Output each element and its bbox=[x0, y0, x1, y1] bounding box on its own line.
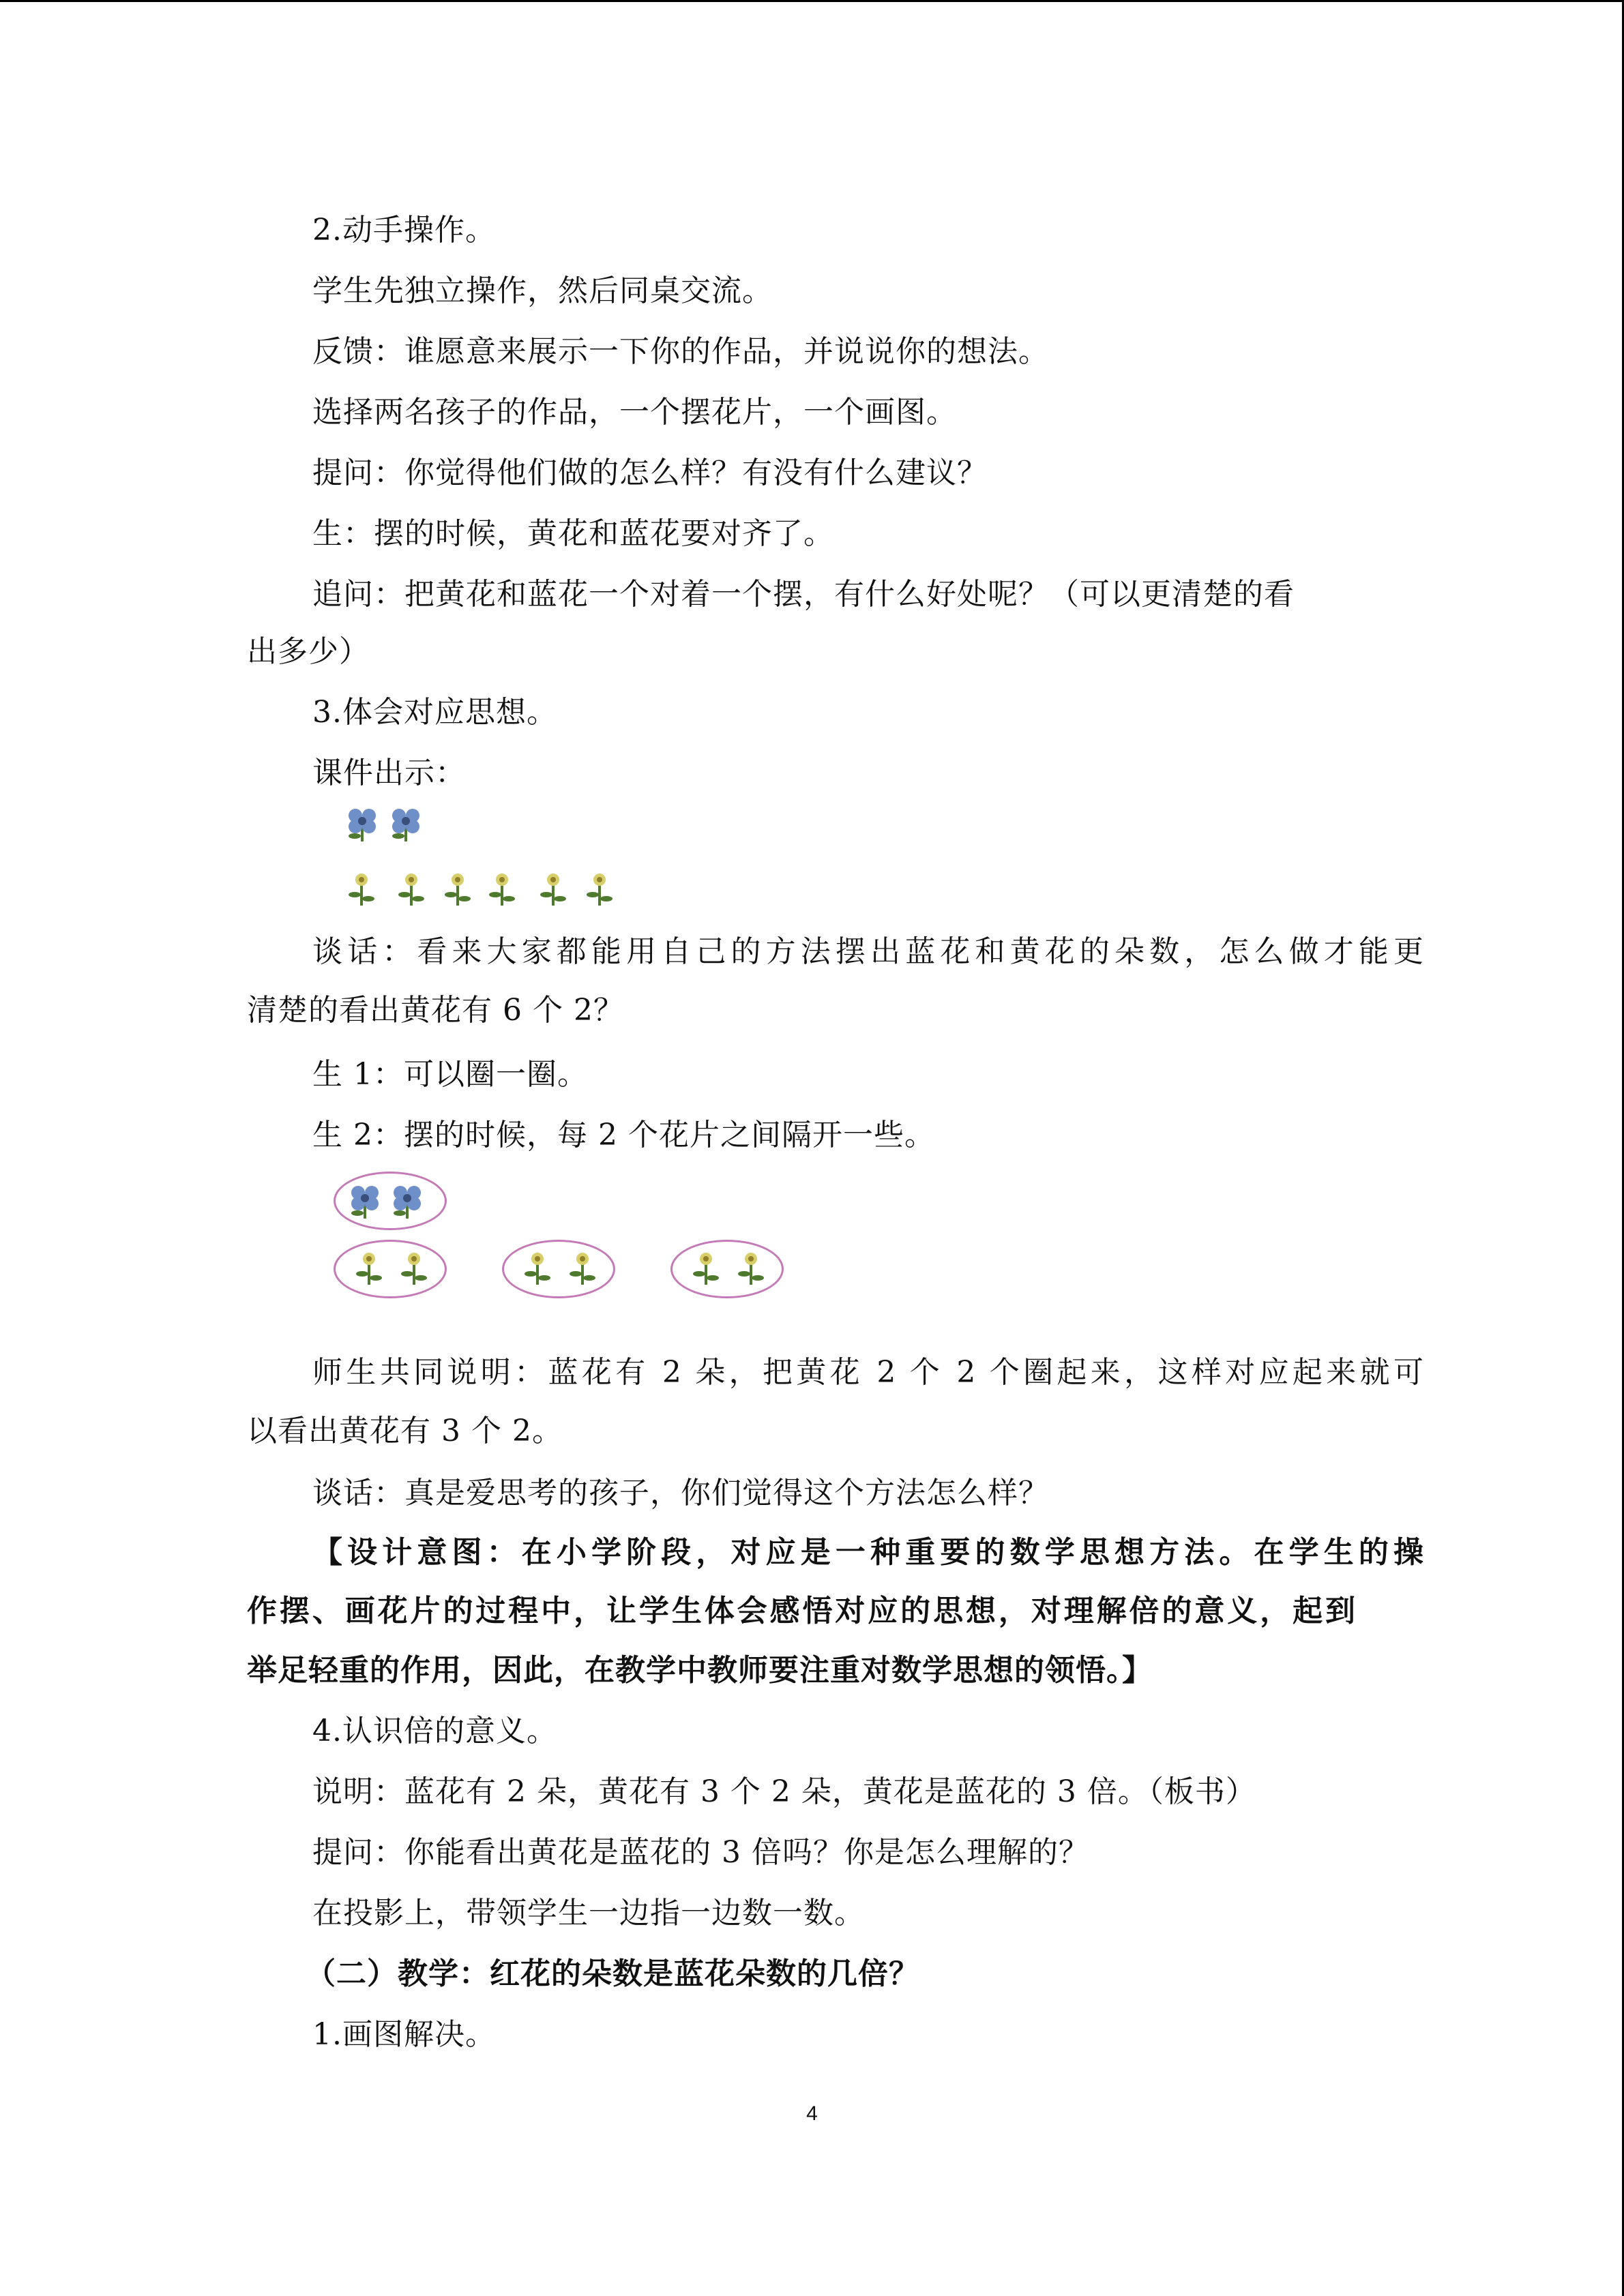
text-line-7: 追问：把黄花和蓝花一个对着一个摆，有什么好处呢？（可以更清楚的看 bbox=[312, 577, 1295, 612]
blue-flower-icon bbox=[348, 1182, 382, 1220]
yellow-flower-icon bbox=[586, 871, 613, 907]
yellow-flower-icon bbox=[569, 1251, 596, 1286]
yellow-flower-icon bbox=[355, 1251, 383, 1286]
yellow-flower-icon bbox=[524, 1251, 551, 1286]
yellow-flower-icon bbox=[444, 871, 471, 907]
design-intent-line-1: 【设计意图：在小学阶段，对应是一种重要的数学思想方法。在学生的操 bbox=[312, 1535, 1424, 1570]
blue-flower-icon bbox=[390, 1182, 424, 1220]
group-ellipse bbox=[502, 1240, 615, 1298]
yellow-flower-icon bbox=[692, 1251, 720, 1286]
text-line-22: 说明：蓝花有 2 朵，黄花有 3 个 2 朵，黄花是蓝花的 3 倍。（板书） bbox=[312, 1774, 1256, 1809]
design-intent-line-2: 作摆、画花片的过程中，让学生体会感悟对应的思想，对理解倍的意义，起到 bbox=[247, 1594, 1356, 1628]
text-line-14: 生 2：摆的时候，每 2 个花片之间隔开一些。 bbox=[312, 1118, 935, 1152]
design-intent-line-3: 举足轻重的作用，因此，在教学中教师要注重对数学思想的领悟。】 bbox=[247, 1653, 1153, 1688]
text-line-13: 生 1：可以圈一圈。 bbox=[312, 1057, 588, 1092]
text-line-3: 反馈：谁愿意来展示一下你的作品，并说说你的想法。 bbox=[312, 334, 1049, 369]
text-line-5: 提问：你觉得他们做的怎么样？有没有什么建议？ bbox=[312, 456, 988, 490]
text-line-2: 学生先独立操作，然后同桌交流。 bbox=[312, 273, 773, 308]
section-heading: （二）教学：红花的朵数是蓝花朵数的几倍？ bbox=[306, 1956, 919, 1991]
text-line-12: 清楚的看出黄花有 6 个 2？ bbox=[247, 993, 624, 1028]
text-line-26: 1.画图解决。 bbox=[312, 2017, 496, 2052]
text-line-24: 在投影上，带领学生一边指一边数一数。 bbox=[312, 1896, 865, 1930]
text-line-11: 谈话：看来大家都能用自己的方法摆出蓝花和黄花的朵数，怎么做才能更 bbox=[312, 934, 1424, 969]
yellow-flower-icon bbox=[540, 871, 567, 907]
text-line-8: 出多少） bbox=[247, 634, 370, 669]
yellow-flower-icon bbox=[400, 1251, 428, 1286]
text-line-4: 选择两名孩子的作品，一个摆花片，一个画图。 bbox=[312, 395, 957, 430]
group-ellipse bbox=[670, 1240, 784, 1298]
page-top-border bbox=[0, 0, 1624, 2]
text-line-23: 提问：你能看出黄花是蓝花的 3 倍吗？你是怎么理解的？ bbox=[312, 1835, 1089, 1870]
yellow-flower-icon bbox=[398, 871, 425, 907]
yellow-flower-icon bbox=[737, 1251, 765, 1286]
text-line-6: 生：摆的时候，黄花和蓝花要对齐了。 bbox=[312, 516, 834, 551]
text-line-15: 师生共同说明：蓝花有 2 朵，把黄花 2 个 2 个圈起来，这样对应起来就可 bbox=[312, 1355, 1424, 1390]
text-line-21: 4.认识倍的意义。 bbox=[312, 1714, 557, 1748]
text-line-9: 3.体会对应思想。 bbox=[312, 695, 557, 730]
text-line-16: 以看出黄花有 3 个 2。 bbox=[247, 1414, 563, 1448]
yellow-flower-icon bbox=[488, 871, 516, 907]
blue-flower-icon bbox=[345, 805, 379, 843]
page-number: 4 bbox=[806, 2102, 818, 2125]
group-ellipse bbox=[334, 1240, 447, 1298]
blue-flower-icon bbox=[389, 805, 423, 843]
text-line-17: 谈话：真是爱思考的孩子，你们觉得这个方法怎么样？ bbox=[312, 1476, 1049, 1510]
yellow-flower-icon bbox=[348, 871, 375, 907]
text-line-10: 课件出示： bbox=[312, 756, 466, 790]
text-line-1: 2.动手操作。 bbox=[312, 213, 496, 248]
